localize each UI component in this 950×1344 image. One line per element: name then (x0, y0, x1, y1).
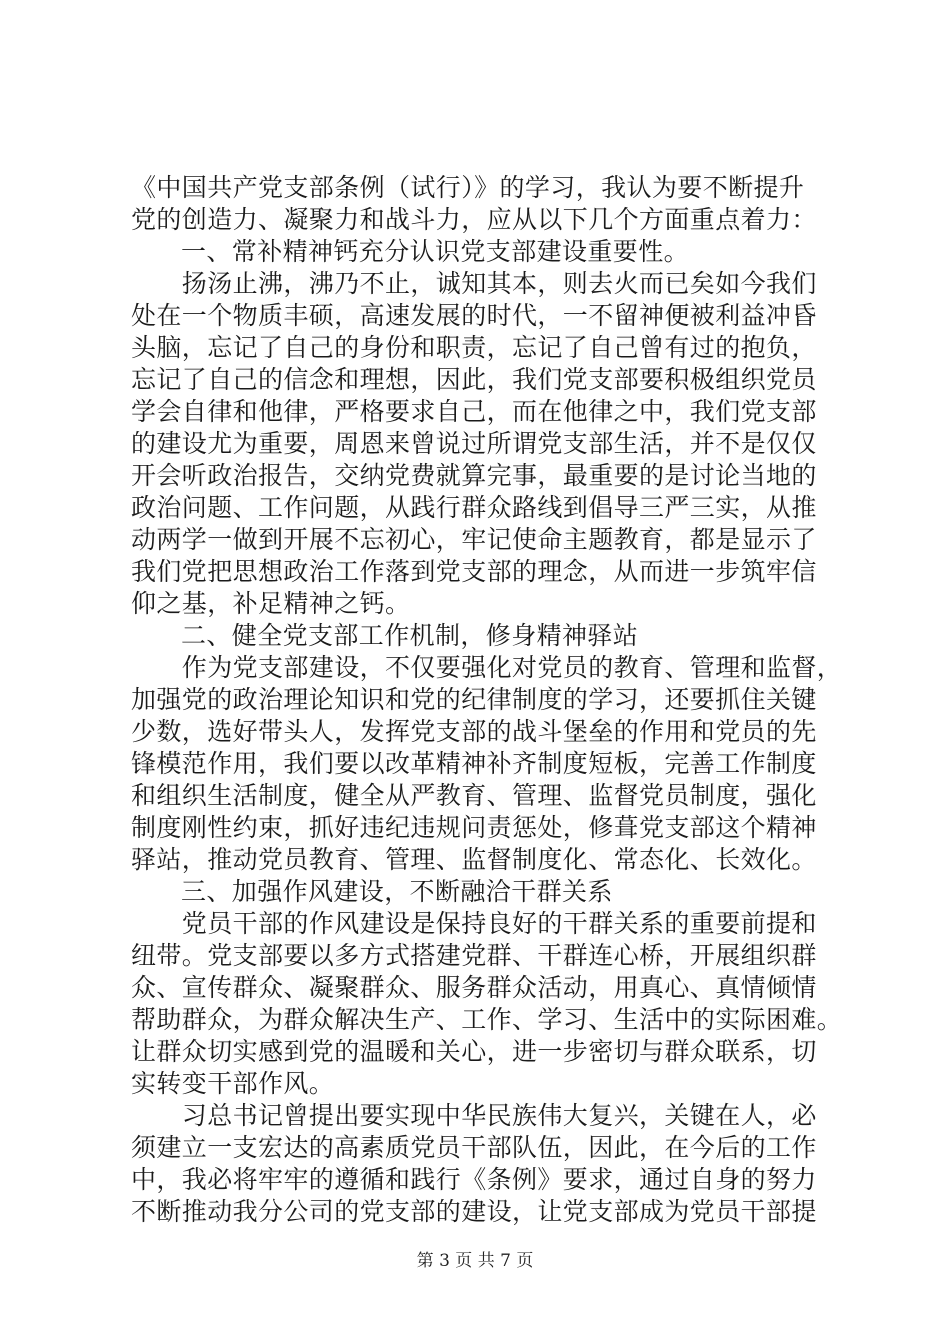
document-body (131, 172, 843, 1228)
text-line: 开会听政治报告，交纳党费就算完事，最重要的是讨论当地的 (131, 461, 817, 490)
text-line: 驿站，推动党员教育、管理、监督制度化、常态化、长效化。 (131, 845, 817, 874)
text-line: 习总书记曾提出要实现中华民族伟大复兴，关键在人，必 (131, 1101, 817, 1130)
section-heading-2: 二、健全党支部工作机制，修身精神驿站 (181, 621, 639, 650)
text-line: 实转变干部作风。 (131, 1069, 335, 1098)
text-line: 党的创造力、凝聚力和战斗力，应从以下几个方面重点着力： (131, 205, 817, 234)
text-line: 扬汤止沸，沸乃不止，诚知其本，则去火而已矣如今我们 (131, 269, 817, 298)
text-line: 作为党支部建设，不仅要强化对党员的教育、管理和监督， (131, 653, 843, 682)
text-line: 让群众切实感到党的温暖和关心，进一步密切与群众联系，切 (131, 1037, 817, 1066)
text-line: 学会自律和他律，严格要求自己，而在他律之中，我们党支部 (131, 397, 817, 426)
text-line: 须建立一支宏达的高素质党员干部队伍，因此，在今后的工作 (131, 1133, 817, 1162)
text-line: 加强党的政治理论知识和党的纪律制度的学习，还要抓住关键 (131, 685, 817, 714)
page-number-label: 第 3 页 共 7 页 (416, 1251, 534, 1271)
text-line: 中，我必将牢牢的遵循和践行《条例》要求，通过自身的努力 (131, 1165, 817, 1194)
text-line: 党员干部的作风建设是保持良好的干群关系的重要前提和 (131, 909, 817, 938)
text-line: 处在一个物质丰硕，高速发展的时代，一不留神便被利益冲昏 (131, 301, 817, 330)
text-line: 少数，选好带头人，发挥党支部的战斗堡垒的作用和党员的先 (131, 717, 817, 746)
text-line: 制度刚性约束，抓好违纪违规问责惩处，修葺党支部这个精神 (131, 813, 817, 842)
text-line: 的建设尤为重要，周恩来曾说过所谓党支部生活，并不是仅仅 (131, 429, 817, 458)
text-line: 忘记了自己的信念和理想，因此，我们党支部要积极组织党员 (131, 365, 817, 394)
section-heading-1: 一、常补精神钙充分认识党支部建设重要性。 (181, 237, 690, 266)
text-line: 政治问题、工作问题，从践行群众路线到倡导三严三实，从推 (131, 493, 817, 522)
text-line: 我们党把思想政治工作落到党支部的理念，从而进一步筑牢信 (131, 557, 817, 586)
text-line: 动两学一做到开展不忘初心，牢记使命主题教育，都是显示了 (131, 525, 817, 554)
text-line: 不断推动我分公司的党支部的建设，让党支部成为党员干部提 (131, 1197, 817, 1226)
text-line: 众、宣传群众、凝聚群众、服务群众活动，用真心、真情倾情 (131, 973, 817, 1002)
text-line: 头脑，忘记了自己的身份和职责，忘记了自己曾有过的抱负， (131, 333, 817, 362)
section-heading-3: 三、加强作风建设，不断融洽干群关系 (181, 877, 613, 906)
text-line: 《中国共产党支部条例（试行）》的学习，我认为要不断提升 (131, 173, 805, 202)
text-line: 仰之基，补足精神之钙。 (131, 589, 411, 618)
page-footer (0, 1246, 950, 1271)
text-line: 和组织生活制度，健全从严教育、管理、监督党员制度，强化 (131, 781, 817, 810)
text-line: 帮助群众，为群众解决生产、工作、学习、生活中的实际困难。 (131, 1005, 843, 1034)
text-line: 锋模范作用，我们要以改革精神补齐制度短板，完善工作制度 (131, 749, 817, 778)
text-line: 纽带。党支部要以多方式搭建党群、干群连心桥，开展组织群 (131, 941, 817, 970)
